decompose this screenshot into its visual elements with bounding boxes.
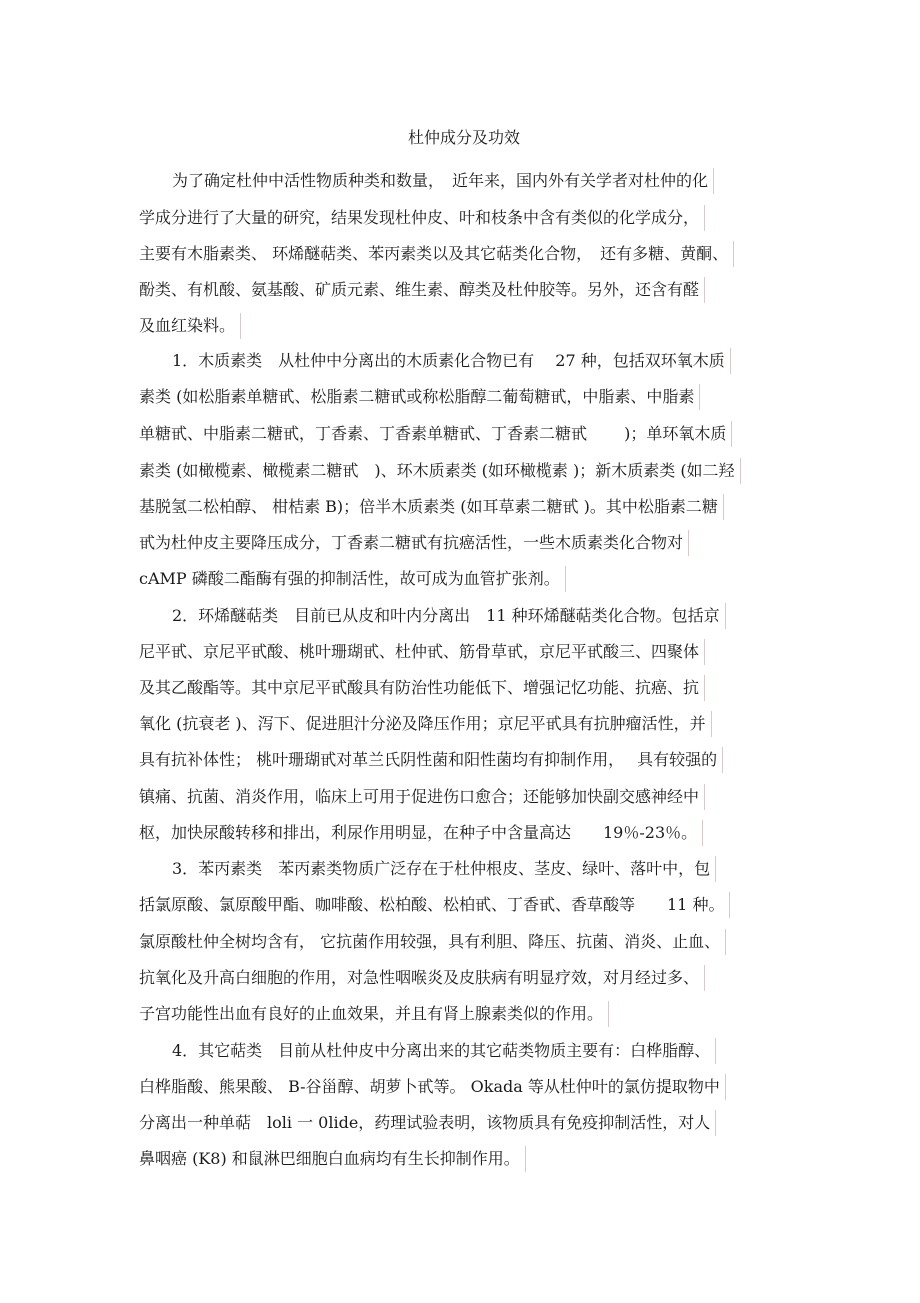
text-line: 具有抗补体性； 桃叶珊瑚甙对革兰氏阴性菌和阳性菌均有抑制作用， 具有较强的: [139, 750, 718, 769]
text-line: 及其乙酸酯等。其中京尼平甙酸具有防治性功能低下、增强记忆功能、抗癌、抗: [139, 678, 700, 697]
text-line: 素类 (如松脂素单糖甙、松脂素二糖甙或称松脂醇二葡萄糖甙，中脂素、中脂素: [139, 387, 695, 406]
text-line: 枢，加快尿酸转移和排出，利尿作用明显，在种子中含量高达 19％-23％。: [139, 823, 698, 842]
text-line: 氧化 (抗衰老 )、泻下、促进胆汁分泌及降压作用；京尼平甙具有抗肿瘤活性，并: [139, 714, 706, 733]
text-line: 主要有木脂素类、 环烯醚萜类、苯丙素类以及其它萜类化合物， 还有多糖、黄酮、: [139, 244, 729, 263]
text-line: 括氯原酸、氯原酸甲酯、咖啡酸、松柏酸、松柏甙、丁香甙、香草酸等 11 种。: [139, 895, 725, 914]
text-line: 3．苯丙素类 苯丙素类物质广泛存在于杜仲根皮、茎皮、绿叶、落叶中，包: [172, 859, 711, 878]
text-line: 白桦脂酸、熊果酸、 B-谷甾醇、胡萝卜甙等。 Okada 等从杜仲叶的氯仿提取物中: [139, 1077, 720, 1096]
text-line: 学成分进行了大量的研究，结果发现杜仲皮、叶和枝条中含有类似的化学成分，: [139, 208, 700, 227]
text-line: 素类 (如橄榄素、橄榄素二糖甙 )、环木质素类 (如环橄榄素 )；新木质素类 (如二羟: [139, 461, 735, 480]
text-line: 酚类、有机酸、氨基酸、矿质元素、维生素、醇类及杜仲胶等。另外，还含有醛: [139, 280, 700, 299]
text-line: 及血红染料。: [139, 316, 236, 335]
text-line: 氯原酸杜仲全树均含有， 它抗菌作用较强，具有利胆、降压、抗菌、消炎、止血、: [139, 932, 721, 951]
document-title: 杜仲成分及功效: [408, 128, 521, 147]
text-line: 1．木质素类 从杜仲中分离出的木质素化合物已有 27 种，包括双环氧木质: [172, 351, 725, 370]
text-line: 抗氧化及升高白细胞的作用，对急性咽喉炎及皮肤病有明显疗效，对月经过多、: [139, 968, 700, 987]
text-line: 子宫功能性出血有良好的止血效果，并且有肾上腺素类似的作用。: [139, 1004, 604, 1023]
text-line: 2．环烯醚萜类 目前已从皮和叶内分离出 11 种环烯醚萜类化合物。包括京: [172, 606, 720, 625]
text-line: 4．其它萜类 目前从杜仲皮中分离出来的其它萜类物质主要有：白桦脂醇、: [172, 1041, 711, 1060]
text-line: 甙为杜仲皮主要降压成分，丁香素二糖甙有抗癌活性，一些木质素类化合物对: [139, 533, 684, 552]
text-line: 尼平甙、京尼平甙酸、桃叶珊瑚甙、杜仲甙、筋骨草甙，京尼平甙酸三、四聚体: [139, 642, 700, 661]
text-line: 为了确定杜仲中活性物质种类和数量， 近年来，国内外有关学者对杜仲的化: [172, 171, 709, 190]
text-line: 分离出一种单萜 loli 一 0lide，药理试验表明，该物质具有免疫抑制活性，对人: [139, 1113, 711, 1132]
text-line: 鼻咽癌 (K8) 和鼠淋巴细胞白血病均有生长抑制作用。: [139, 1149, 520, 1168]
text-line: 单糖甙、中脂素二糖甙，丁香素、丁香素单糖甙、丁香素二糖甙 )；单环氧木质: [139, 424, 727, 443]
text-line: cAMP 磷酸二酯酶有强的抑制活性，故可成为血管扩张剂。: [139, 569, 560, 588]
text-line: 镇痛、抗菌、消炎作用，临床上可用于促进伤口愈合；还能够加快副交感神经中: [139, 787, 700, 806]
text-line: 基脱氢二松柏醇、 柑桔素 B)；倍半木质素类 (如耳草素二糖甙 )。其中松脂素二糖: [139, 497, 718, 516]
